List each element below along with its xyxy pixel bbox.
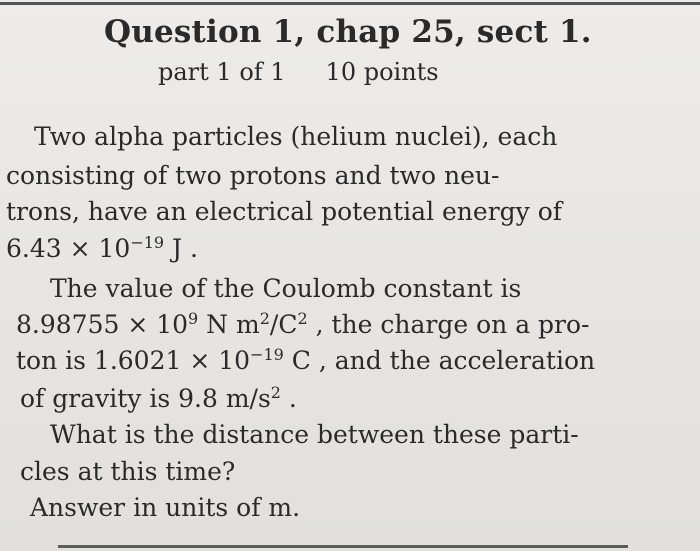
body-line-charge [16, 346, 595, 375]
body-line-coulomb-intro: The value of the Coulomb constant is [50, 274, 522, 303]
coulomb-line-rest: , the charge on a pro- [307, 310, 590, 339]
body-line-gravity [20, 384, 297, 413]
coulomb-unit-b: /C [269, 310, 298, 339]
question-line-1: What is the distance between these parti- [50, 420, 579, 449]
coulomb-unit-exp-2: 2 [297, 309, 308, 328]
part-label: part 1 of 1 [158, 58, 286, 86]
charge-rest: C , and the acceleration [283, 346, 596, 375]
gravity-exponent: 2 [270, 383, 281, 402]
coulomb-unit-a: N m [198, 310, 260, 339]
coulomb-exponent: 9 [188, 309, 199, 328]
charge-exponent: −19 [250, 345, 284, 364]
top-divider [0, 2, 700, 5]
body-line-2: consisting of two protons and two neu- [6, 161, 500, 190]
body-line-1: Two alpha particles (helium nuclei), each [34, 122, 558, 151]
energy-mantissa: 6.43 × 10 [6, 234, 131, 263]
body-line-coulomb-value [16, 310, 590, 339]
question-title: Question 1, chap 25, sect 1. [104, 14, 592, 50]
coulomb-mantissa: 8.98755 × 10 [16, 310, 189, 339]
body-line-energy [6, 234, 198, 263]
charge-prefix: ton is 1.6021 × 10 [16, 346, 251, 375]
question-subtitle [158, 58, 439, 86]
body-line-3: trons, have an electrical potential energy of [6, 197, 563, 226]
bottom-divider [58, 545, 628, 548]
answer-instruction: Answer in units of m. [30, 493, 301, 522]
coulomb-unit-exp-1: 2 [259, 309, 270, 328]
energy-unit: J . [164, 234, 198, 263]
gravity-prefix: of gravity is 9.8 m/s [20, 384, 271, 413]
gravity-rest: . [280, 384, 297, 413]
points-label: 10 points [325, 58, 439, 86]
question-line-2: cles at this time? [20, 457, 236, 486]
energy-exponent: −19 [130, 233, 165, 252]
